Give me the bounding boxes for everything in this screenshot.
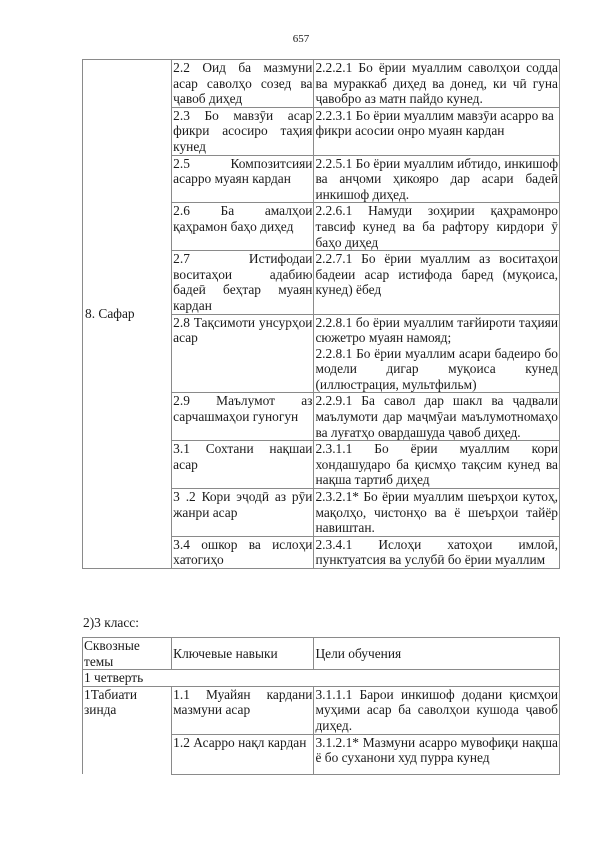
goal-cell: 2.3.1.1 Бо ёрии муаллим кори хондашударо ба қисмҳо тақсим кунед ва нақша тартиб диҳед	[315, 441, 558, 488]
quarter-row	[83, 670, 560, 687]
quarter-label: 1 четверть	[83, 670, 560, 687]
skill-cell: 2.9 Маълумот аз сарчашмаҳои гуногун	[172, 393, 314, 441]
goal-cell: 3.1.1.1 Барои инкишоф додани қисмҳои муҳими асар ба саволҳои кушода ҷавоб диҳед.	[315, 686, 558, 733]
skill-cell: 3.1 Сохтани нақшаи асар	[172, 441, 314, 489]
column-header-goals: Цели обучения	[314, 638, 560, 670]
page-number: 657	[292, 33, 310, 45]
goal-cell: 2.3.4.1 Ислоҳи хатоҳои имлоӣ, пунктуатсия ва услубӣ бо ёрии муаллим	[315, 536, 558, 568]
skill-cell: 3 .2 Кори эҷодӣ аз рӯи жанри асар	[172, 489, 314, 537]
section-caption: 2)3 класс:	[83, 615, 139, 630]
column-header-skills: Ключевые навыки	[172, 638, 314, 670]
skill-cell: 3.4 ошкор ва ислоҳи хатогиҳо	[173, 536, 313, 568]
skill-cell: 1.1 Муайян кардани мазмуни асар	[172, 686, 314, 734]
skill-cell: 2.7 Истифодаи воситаҳои адабию бадеӣ беҳтар муаян кардан	[173, 251, 313, 313]
skill-cell: 2.8 Тақсимоти унсурҳои асар	[172, 314, 314, 393]
skill-cell: 2.6 Ба амалҳои қаҳрамон баҳо диҳед	[172, 203, 314, 251]
goal-cell	[314, 314, 560, 393]
table-row	[83, 60, 560, 108]
goal-cell: 2.2.5.1 Бо ёрии муаллим ибтидо, инкишоф ва анҷоми ҳикояро дар асари бадеӣ инкишоф диҳед.	[315, 155, 558, 202]
topic-cell: 1Табиати зинда	[83, 686, 172, 774]
goal-line: 2.2.8.1 Бо ёрии муаллим асари бадеиро бо модели дигар муқоиса кунед (иллюстрация, мультфильм)	[315, 345, 558, 392]
skill-cell: 1.2 Асарро нақл кардан	[172, 734, 314, 774]
skill-cell: 2.5 Композитсияи асарро муаян кардан	[172, 155, 314, 203]
curriculum-table-grade-2	[82, 59, 560, 569]
column-header-themes: Сквозные темы	[83, 638, 172, 670]
skill-cell: 2.3 Бо мавзӯи асар фикри асосиро таҳия кунед	[173, 107, 313, 154]
curriculum-table-grade-3	[82, 637, 560, 775]
table-row	[83, 686, 560, 734]
goal-cell: 2.2.6.1 Намуди зоҳирии қаҳрамонро тавсиф кунед ва ба рафтору кирдори ӯ баҳо диҳед	[315, 203, 558, 250]
goal-cell: 2.3.2.1* Бо ёрии муаллим шеърҳои кутоҳ, мақолҳо, чистонҳо ва ё шеърҳои тайёр навиштан.	[315, 489, 558, 536]
skill-cell: 2.2 Оид ба мазмуни асар саволҳо созед ва ҷавоб диҳед	[173, 60, 313, 107]
goal-cell: 3.1.2.1* Мазмуни асарро мувофиқи нақша ё бо суханони худ пурра кунед	[314, 734, 560, 774]
goal-cell: 2.2.2.1 Бо ёрии муаллим саволҳои содда ва мураккаб диҳед ва донед, ки чӣ гуна ҷавобро аз матн пайдо кунед.	[315, 60, 558, 107]
goal-cell: 2.2.3.1 Бо ёрии муаллим мавзӯи асарро ва фикри асосии онро муаян кардан	[314, 107, 560, 155]
goal-cell: 2.2.7.1 Бо ёрии муаллим аз воситаҳои бадеии асар истифода баред (муқоиса, кунед) ёбед	[314, 251, 560, 314]
goal-cell: 2.2.9.1 Ба савол дар шакл ва ҷадвали маълумоти дар маҷмӯаи маълумотномаҳо ва луғатҳо овардашуда ҷавоб диҳед.	[315, 393, 558, 440]
topic-cell: 8. Сафар	[83, 60, 172, 569]
goal-line: 2.2.8.1 бо ёрии муаллим тағйироти таҳияи сюжетро муаян намояд;	[315, 314, 558, 346]
header-row	[83, 638, 560, 670]
